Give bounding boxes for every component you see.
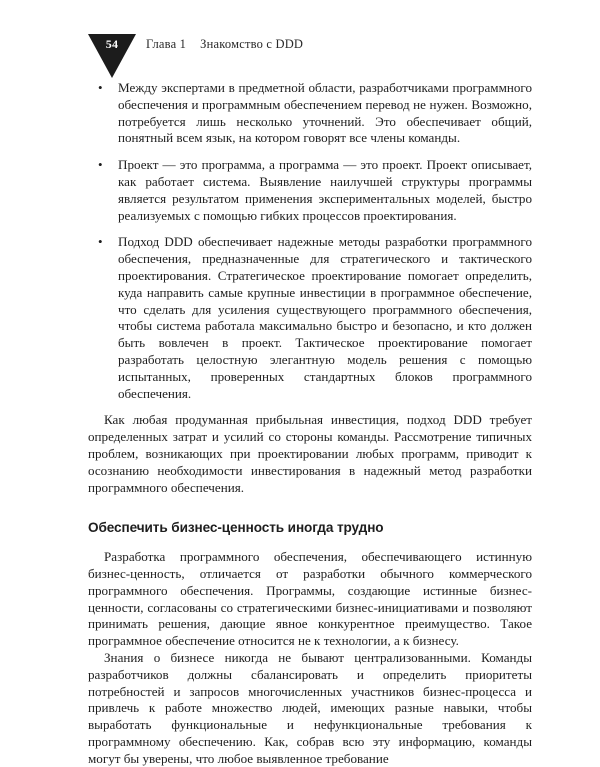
- body-paragraph: Знания о бизнесе никогда не бывают централизованными. Команды разработчиков должны сбалансировать и определить приоритеты потребностей и запросов многочисленных участников бизнес-процесса и привлечь к работе множество людей, имеющих разные навыки, чтобы выработать функциональные и нефункциональные требования к программному обеспечению. Как, собрав всю эту информацию, команды могут бы уверены, что любое выявленное требование: [88, 649, 532, 766]
- running-header: [146, 37, 303, 52]
- chapter-label: Глава 1: [146, 37, 187, 51]
- bullet-item: • Между экспертами в предметной области, разработчиками программного обеспечения и программным обеспечением перевод не нужен. Возможно, потребуется лишь несколько уточнений. Это обеспечивает общий, понятный всем язык, на котором говорят все члены команды.: [118, 80, 532, 147]
- bullet-item: • Подход DDD обеспечивает надежные методы разработки программного обеспечения, предназначенные для стратегического и тактического проектирования. Стратегическое проектирование помогает определить, куда направить самые крупные инвестиции в программное обеспечение, что сделать для усиления существующего программного обеспечения, чтобы система работала максимально быстро и безопасно, и кто должен быть вовлечен в проект. Тактическое проектирование помогает разработать целостную элегантную модель решения с помощью испытанных, проверенных стандартных блоков программного обеспечения.: [118, 234, 532, 402]
- body-paragraph: Как любая продуманная прибыльная инвестиция, подход DDD требует определенных затрат и усилий со стороны команды. Рассмотрение типичных проблем, возникающих при проектировании любых программ, приводит к осознанию необходимости инвестирования в надежный метод разработки программного обеспечения.: [88, 412, 532, 495]
- page-content: [88, 80, 532, 767]
- bullet-list: [88, 80, 532, 402]
- body-paragraph: Разработка программного обеспечения, обеспечивающего истинную бизнес-ценность, отличается от разработки обычного коммерческого программного обеспечения. Программы, создающие истинные бизнес-ценности, согласованы со стратегическими бизнес-инициативами и позволяют принимать решения, дающие явное конкурентное преимущество. Такое программное обеспечение относится не к технологии, а к бизнесу.: [88, 549, 532, 649]
- page-number: 54: [105, 37, 119, 51]
- chapter-title: Знакомство с DDD: [200, 37, 304, 51]
- section-heading: Обеспечить бизнес-ценность иногда трудно: [88, 520, 384, 536]
- bullet-item: • Проект — это программа, а программа — это проект. Проект описывает, как работает система. Выявление наилучшей структуры программы является результатом применения экспериментальных моделей, быстро реализуемых с помощью гибких процессов проектирования.: [118, 157, 532, 224]
